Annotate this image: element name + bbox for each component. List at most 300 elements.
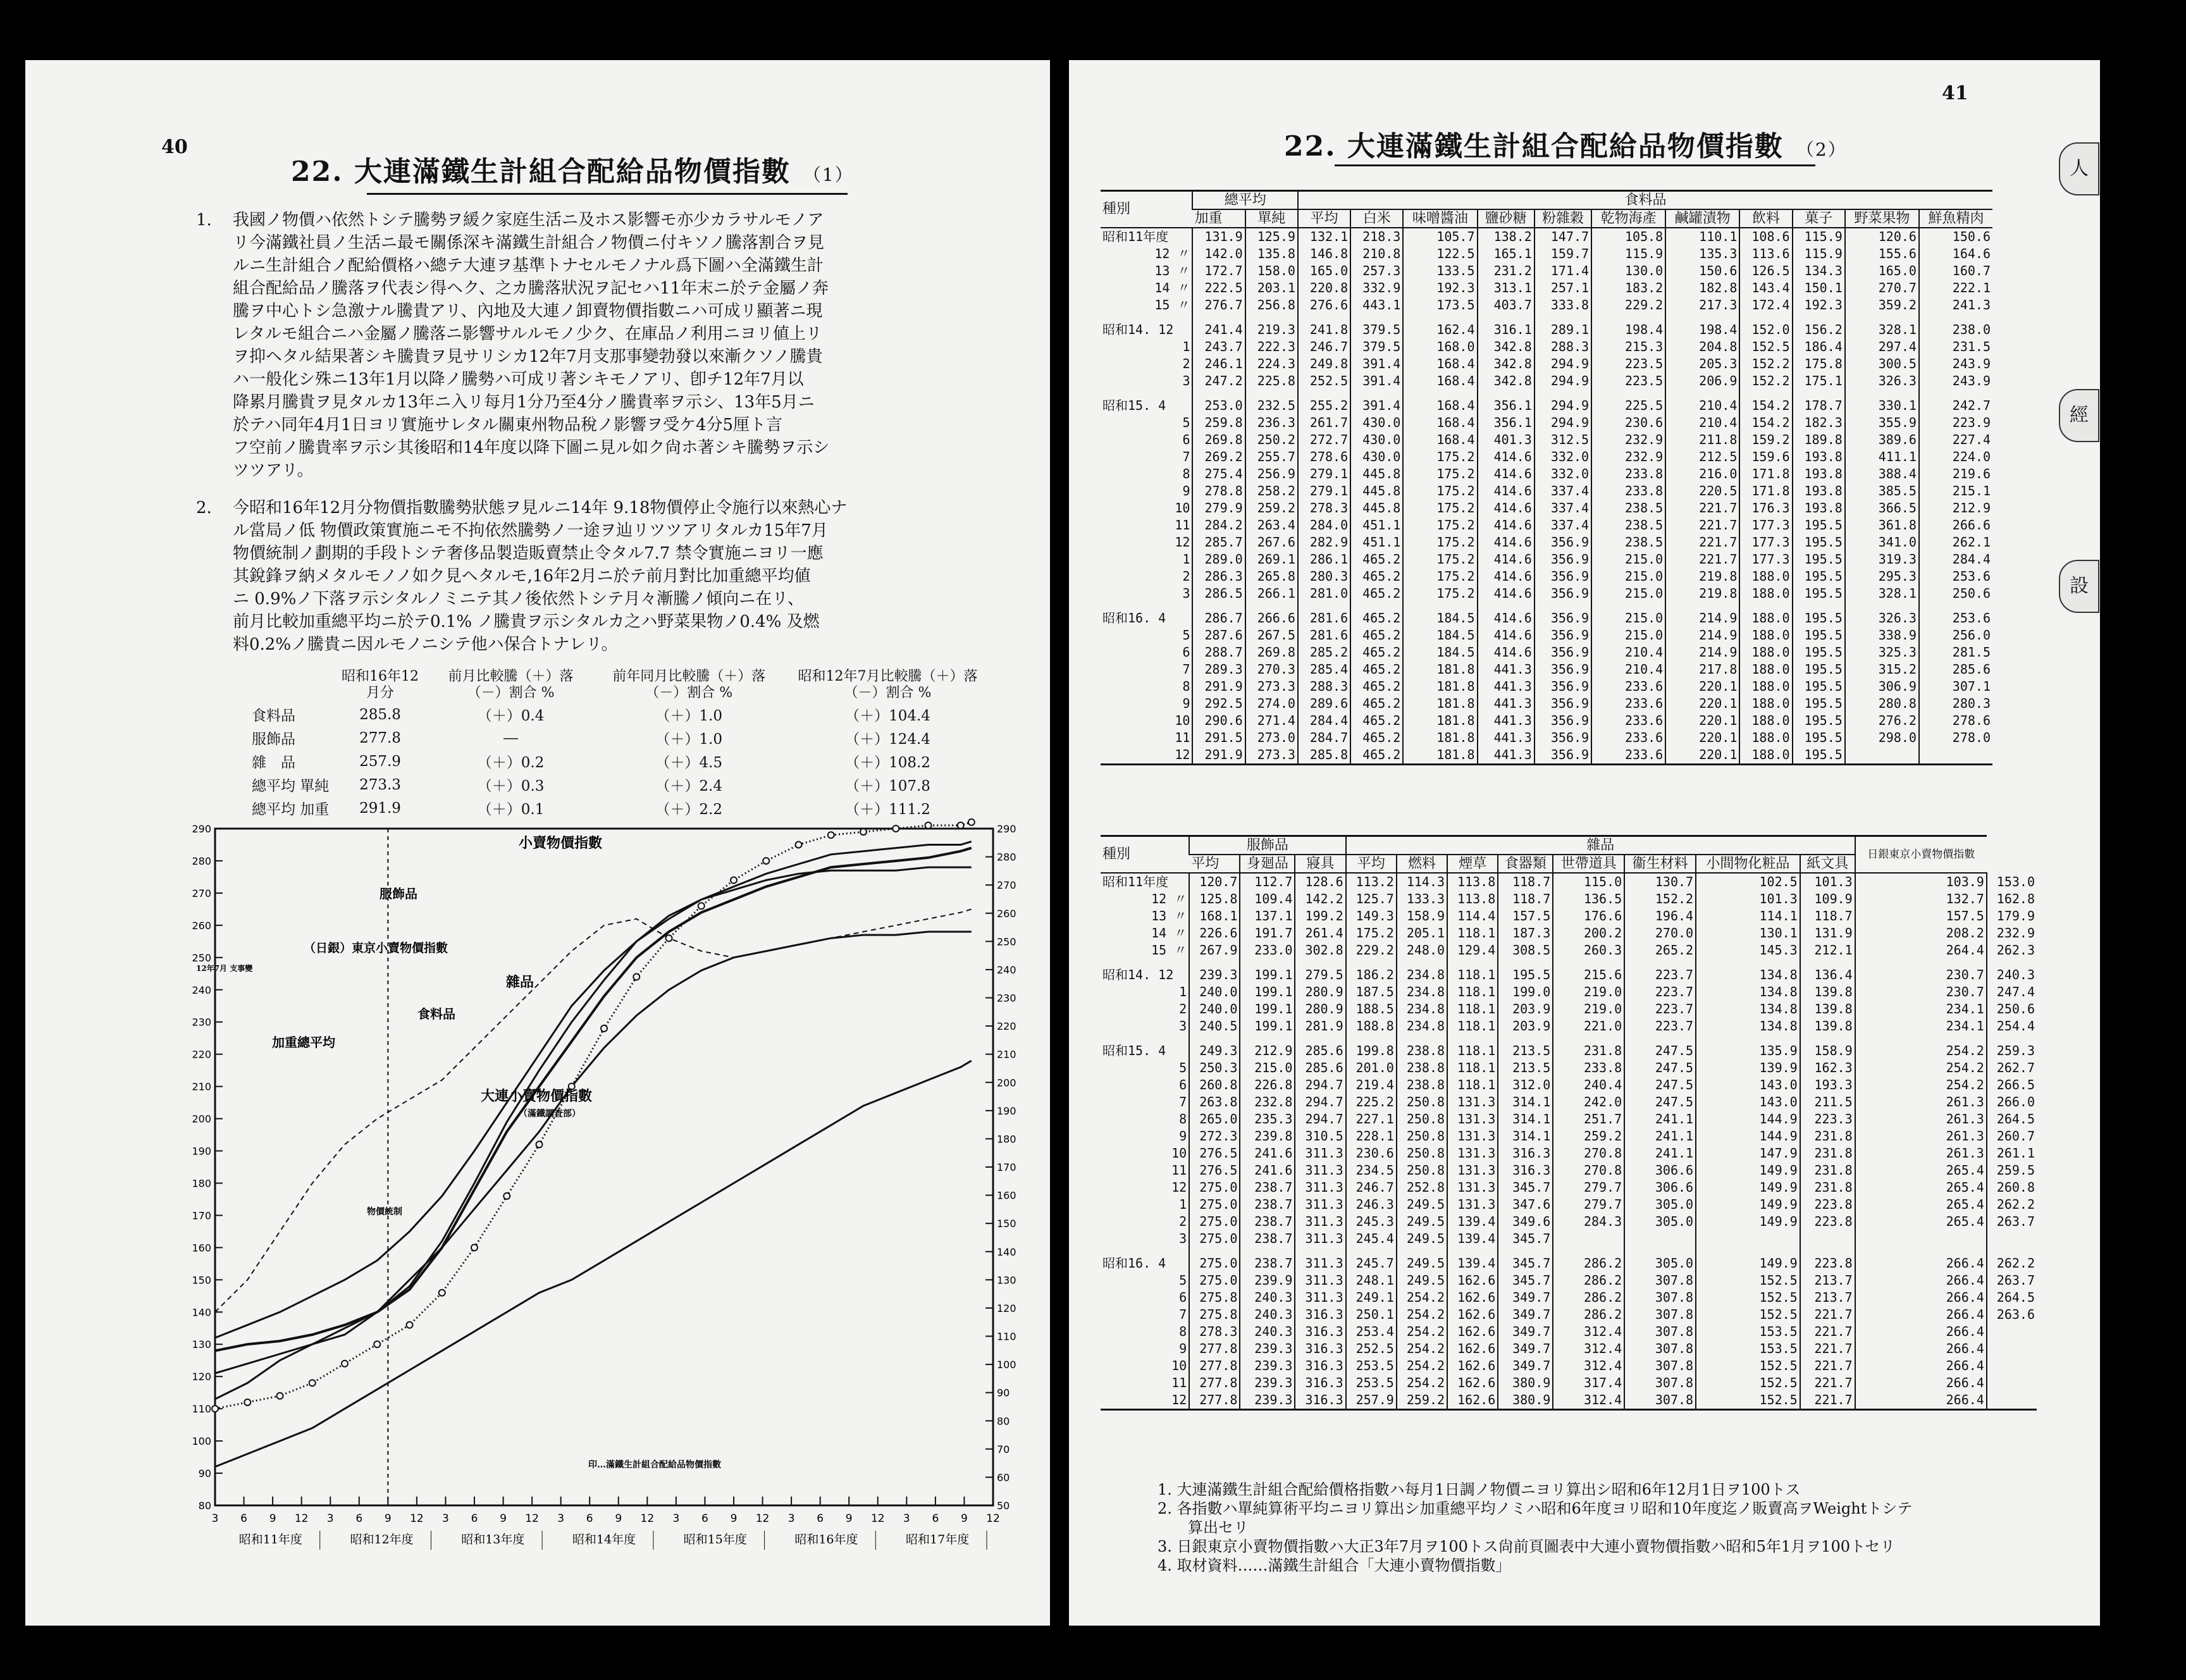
column-header: 加重: [1192, 209, 1245, 228]
table-cell: 118.1: [1447, 1042, 1498, 1059]
column-header: 燃料: [1397, 855, 1447, 873]
table-cell: [1350, 314, 1403, 321]
summary-cell: （＋）4.5: [655, 755, 722, 771]
column-header: 粉雜穀: [1535, 209, 1591, 228]
table-cell: 212.9: [1240, 1042, 1295, 1059]
table-cell: 175.1: [1793, 373, 1845, 390]
table-cell: 153.5: [1696, 1323, 1800, 1340]
table-cell: 188.0: [1739, 729, 1792, 746]
table-cell: 181.8: [1403, 661, 1477, 678]
group-header-misc: 雜品: [1346, 836, 1855, 855]
table-cell: 316.3: [1498, 1162, 1553, 1179]
row-label: 9: [1179, 1128, 1187, 1144]
table-cell: 465.2: [1350, 627, 1403, 644]
column-header: 食器類: [1498, 855, 1553, 873]
table-cell: 275.0: [1189, 1272, 1240, 1289]
table-cell: 219.0: [1553, 984, 1624, 1001]
table-row: [1101, 1018, 2037, 1035]
table-cell: 120.7: [1189, 873, 1240, 891]
column-header: 鮮魚精肉: [1919, 209, 1992, 228]
table-cell: 152.5: [1696, 1374, 1800, 1392]
table-cell: 249.5: [1397, 1213, 1447, 1230]
table-cell: 118.1: [1447, 984, 1498, 1001]
table-cell: 252.5: [1298, 373, 1350, 390]
table-cell: [1696, 1230, 1800, 1247]
table-cell: 203.9: [1498, 1001, 1553, 1018]
table-cell: 349.6: [1498, 1213, 1553, 1230]
table-cell: 173.5: [1403, 297, 1477, 314]
table-cell: 220.1: [1665, 746, 1739, 765]
table-cell: 162.6: [1447, 1272, 1498, 1289]
table-row: [1101, 448, 1992, 466]
x-tick-label: 3: [442, 1512, 449, 1525]
table-cell: 195.5: [1793, 712, 1845, 729]
table-cell: 188.0: [1739, 695, 1792, 712]
summary-row: [247, 750, 993, 773]
table-cell: 285.6: [1295, 1042, 1345, 1059]
table-cell: [1845, 314, 1919, 321]
table-row: [1101, 1196, 2037, 1213]
page-number-right: 41: [1942, 82, 1968, 104]
table-cell: 414.6: [1478, 466, 1535, 483]
table-cell: 465.2: [1350, 695, 1403, 712]
table-cell: 238.8: [1397, 1077, 1447, 1094]
table-cell: 465.2: [1350, 746, 1403, 765]
table-cell: 298.0: [1845, 729, 1919, 746]
table-cell: [1189, 959, 1240, 967]
text-line: リ今滿鐵社員ノ生活ニ最モ關係深キ滿鐵生計組合ノ物價ニ付キソノ騰落割合ヲ見: [233, 233, 824, 252]
table-cell: 349.7: [1498, 1357, 1553, 1374]
table-cell: 465.2: [1350, 610, 1403, 627]
table-cell: 136.4: [1800, 967, 1855, 984]
table-row: [1101, 1255, 2037, 1272]
table-cell: 223.7: [1624, 984, 1696, 1001]
table-cell: [1987, 1035, 2037, 1042]
index-tab-personnel[interactable]: [2059, 142, 2099, 195]
table-cell: [1987, 959, 2037, 967]
table-cell: 195.5: [1498, 967, 1553, 984]
table-cell: 391.4: [1350, 355, 1403, 373]
table-cell: 300.5: [1845, 355, 1919, 373]
table-cell: 311.3: [1295, 1213, 1345, 1230]
row-label: 8: [1179, 1324, 1187, 1339]
text-line: ツツアリ。: [233, 461, 314, 480]
table-cell: 332.0: [1535, 466, 1591, 483]
table-cell: 247.5: [1624, 1059, 1696, 1077]
row-label: 3: [1182, 586, 1190, 601]
table-cell: 162.6: [1447, 1289, 1498, 1306]
table-cell: 177.3: [1739, 551, 1792, 568]
table-cell: 275.8: [1189, 1306, 1240, 1323]
table-cell: 312.0: [1498, 1077, 1553, 1094]
row-spacer: [1101, 602, 1992, 610]
y-right-tick-label: 280: [997, 851, 1016, 863]
table-row: [1101, 729, 1992, 746]
footnote-line: 4. 取材資料……滿鐵生計組合「大連小賣物價指數」: [1158, 1557, 1511, 1574]
table-cell: 262.1: [1919, 534, 1992, 551]
table-cell: 316.3: [1295, 1374, 1345, 1392]
text-line: 我國ノ物價ハ依然トシテ騰勢ヲ緩ク家庭生活ニ及ホス影響モ亦少カラサルモノア: [233, 211, 824, 230]
table-cell: 311.3: [1295, 1230, 1345, 1247]
table-cell: 243.9: [1919, 355, 1992, 373]
table-cell: 108.6: [1739, 228, 1792, 245]
text-line: 降累月騰貴ヲ見タルカ13年ニ入リ每月1分乃至4分ノ騰貴率ヲ示シ、13年5月ニ: [233, 393, 815, 412]
table-cell: 441.3: [1478, 729, 1535, 746]
table-cell: 260.7: [1987, 1128, 2037, 1145]
series-point: [892, 825, 899, 832]
table-cell: 254.2: [1855, 1042, 1987, 1059]
table-cell: 223.7: [1624, 1001, 1696, 1018]
table-cell: 143.0: [1696, 1094, 1800, 1111]
table-cell: 220.8: [1298, 280, 1350, 297]
table-row: [1101, 500, 1992, 517]
table-cell: 266.4: [1855, 1392, 1987, 1410]
table-cell: 238.5: [1591, 500, 1665, 517]
tab-label: 經: [2070, 404, 2089, 426]
table-cell: 184.5: [1403, 610, 1477, 627]
table-cell: [1447, 1247, 1498, 1255]
table-cell: 182.3: [1793, 414, 1845, 431]
x-tick-label: 12: [870, 1512, 885, 1525]
table-cell: 195.5: [1793, 517, 1845, 534]
table-cell: 259.2: [1245, 500, 1298, 517]
table-cell: 135.9: [1696, 1042, 1800, 1059]
x-tick-label: 12: [410, 1512, 424, 1525]
column-header: 菓子: [1793, 209, 1845, 228]
table-cell: 262.2: [1987, 1255, 2037, 1272]
table-cell: 257.9: [1346, 1392, 1397, 1410]
table-cell: 240.3: [1987, 967, 2037, 984]
table-cell: 177.3: [1739, 534, 1792, 551]
row-label: 3: [1179, 1018, 1187, 1034]
table-cell: 233.8: [1553, 1059, 1624, 1077]
table-row: [1101, 1306, 2037, 1323]
table-cell: 284.4: [1919, 551, 1992, 568]
table-cell: 199.8: [1346, 1042, 1397, 1059]
table-cell: 175.2: [1403, 448, 1477, 466]
table-cell: 223.8: [1800, 1255, 1855, 1272]
row-label: 3: [1179, 1231, 1187, 1246]
table-cell: 219.8: [1665, 568, 1739, 585]
table-cell: [1553, 1230, 1624, 1247]
summary-col-header: 昭和12年7月比較騰（＋）落（－）割合 %: [798, 669, 978, 701]
table-cell: 134.8: [1696, 984, 1800, 1001]
table-cell: 160.7: [1919, 262, 1992, 280]
table-cell: 310.5: [1295, 1128, 1345, 1145]
row-label: 15 〃: [1154, 297, 1190, 312]
table-cell: 204.8: [1665, 338, 1739, 355]
table-row: [1101, 483, 1992, 500]
table-cell: 240.0: [1189, 984, 1240, 1001]
table-cell: 235.3: [1240, 1111, 1295, 1128]
table-cell: 184.5: [1403, 627, 1477, 644]
table-cell: 118.1: [1447, 1059, 1498, 1077]
title-sub: （2）: [1796, 139, 1847, 160]
table-cell: 443.1: [1350, 297, 1403, 314]
table-cell: 356.9: [1535, 534, 1591, 551]
table-cell: 175.2: [1403, 534, 1477, 551]
table-cell: 240.5: [1189, 1018, 1240, 1035]
table-cell: 212.9: [1919, 500, 1992, 517]
table-cell: [1498, 959, 1553, 967]
table-cell: 234.1: [1855, 1018, 1987, 1035]
series-point: [342, 1361, 348, 1367]
table-cell: 270.3: [1245, 661, 1298, 678]
y-tick-label: 180: [192, 1177, 211, 1190]
table-cell: 451.1: [1350, 534, 1403, 551]
table-cell: 445.8: [1350, 500, 1403, 517]
row-spacer: [1101, 959, 2037, 967]
table-cell: 221.7: [1665, 517, 1739, 534]
table-cell: 231.8: [1800, 1162, 1855, 1179]
row-label: 1: [1182, 552, 1190, 567]
table-row: [1101, 373, 1992, 390]
table-cell: 294.9: [1535, 397, 1591, 414]
table-cell: 246.3: [1346, 1196, 1397, 1213]
x-tick-label: 9: [500, 1512, 507, 1525]
table-cell: 152.2: [1624, 891, 1696, 908]
table-row: [1101, 1213, 2037, 1230]
table-cell: 245.3: [1346, 1213, 1397, 1230]
table-cell: 193.8: [1793, 500, 1845, 517]
table-cell: 465.2: [1350, 568, 1403, 585]
table-cell: 114.3: [1397, 873, 1447, 891]
table-cell: 265.2: [1624, 942, 1696, 959]
row-label: 2: [1179, 1001, 1187, 1016]
table-cell: 307.8: [1624, 1289, 1696, 1306]
table-cell: [1192, 314, 1245, 321]
text-line: 其銳鋒ヲ納メタルモノノ如ク見ヘタルモ,16年2月ニ於テ前月對比加重總平均値: [233, 567, 811, 586]
table-cell: 199.0: [1498, 984, 1553, 1001]
table-cell: 356.9: [1535, 746, 1591, 765]
table-cell: 131.3: [1447, 1145, 1498, 1162]
table-cell: 210.4: [1591, 661, 1665, 678]
table-cell: 337.4: [1535, 500, 1591, 517]
index-tab-accounting[interactable]: [2059, 389, 2099, 442]
table-cell: 252.5: [1346, 1340, 1397, 1357]
table-cell: [1855, 1035, 1987, 1042]
table-cell: 274.0: [1245, 695, 1298, 712]
table-cell: 451.1: [1350, 517, 1403, 534]
table-cell: [1919, 390, 1992, 397]
table-cell: [1397, 959, 1447, 967]
table-cell: 172.7: [1192, 262, 1245, 280]
table-cell: 195.5: [1793, 568, 1845, 585]
table-row: [1101, 908, 2037, 925]
chart-annotation: 食料品: [417, 1006, 455, 1022]
table-cell: 162.3: [1800, 1059, 1855, 1077]
table-cell: 240.0: [1189, 1001, 1240, 1018]
y-right-tick-label: 120: [997, 1302, 1016, 1314]
table-cell: 465.2: [1350, 551, 1403, 568]
y-right-tick-label: 150: [997, 1218, 1016, 1230]
row-label: 11: [1171, 1375, 1187, 1390]
row-label: 12: [1175, 534, 1190, 550]
table-cell: 186.2: [1346, 967, 1397, 984]
table-cell: [1240, 1247, 1295, 1255]
table-cell: 465.2: [1350, 644, 1403, 661]
table-cell: [1665, 602, 1739, 610]
paragraph-number: 1.: [196, 211, 212, 230]
row-label: 7: [1179, 1307, 1187, 1322]
table-row: [1101, 712, 1992, 729]
x-tick-label: 3: [326, 1512, 334, 1525]
table-cell: 465.2: [1350, 712, 1403, 729]
table-cell: 356.9: [1535, 661, 1591, 678]
table-cell: 275.0: [1189, 1196, 1240, 1213]
table-cell: 307.8: [1624, 1323, 1696, 1340]
table-cell: 288.3: [1535, 338, 1591, 355]
table-cell: 149.9: [1696, 1179, 1800, 1196]
table-cell: 356.9: [1535, 729, 1591, 746]
table-cell: [1845, 602, 1919, 610]
x-year-label: 昭和13年度: [461, 1533, 525, 1547]
table-cell: 314.1: [1498, 1094, 1553, 1111]
y-right-tick-label: 180: [997, 1133, 1016, 1146]
table-cell: 112.7: [1240, 873, 1295, 891]
x-year-label: 昭和16年度: [794, 1533, 858, 1547]
table-cell: 130.1: [1696, 925, 1800, 942]
table-cell: 312.5: [1535, 431, 1591, 448]
series-point: [925, 822, 932, 829]
table-cell: 285.4: [1298, 661, 1350, 678]
table-cell: 221.7: [1665, 500, 1739, 517]
table-row: [1101, 280, 1992, 297]
table-cell: 221.7: [1800, 1306, 1855, 1323]
table-cell: 259.8: [1192, 414, 1245, 431]
table-cell: [1855, 1230, 1987, 1247]
title-text: 22. 大連滿鐵生計組合配給品物價指數: [291, 156, 791, 188]
table-row: [1101, 321, 1992, 338]
table-cell: 113.8: [1447, 873, 1498, 891]
chart-annotation: 服飾品: [380, 886, 417, 901]
table-cell: 175.2: [1403, 551, 1477, 568]
table-cell: 257.3: [1350, 262, 1403, 280]
table-cell: 157.5: [1498, 908, 1553, 925]
table-cell: 223.8: [1800, 1196, 1855, 1213]
table-cell: 294.9: [1535, 373, 1591, 390]
table-cell: 285.2: [1298, 644, 1350, 661]
table-cell: 188.5: [1346, 1001, 1397, 1018]
page-title-left: [291, 149, 854, 189]
table-cell: 266.4: [1855, 1340, 1987, 1357]
series-point: [244, 1399, 250, 1405]
table-cell: 188.0: [1739, 661, 1792, 678]
table-cell: 315.2: [1845, 661, 1919, 678]
table-cell: 356.9: [1535, 610, 1591, 627]
table-cell: 175.2: [1403, 483, 1477, 500]
series-point: [666, 935, 672, 941]
table-cell: 330.1: [1845, 397, 1919, 414]
table-cell: [1295, 959, 1345, 967]
table-row: [1101, 1111, 2037, 1128]
table-cell: 145.3: [1696, 942, 1800, 959]
table-cell: 110.1: [1665, 228, 1739, 245]
table-cell: 465.2: [1350, 585, 1403, 602]
table-cell: 221.7: [1800, 1392, 1855, 1410]
table-cell: 147.7: [1535, 228, 1591, 245]
table-cell: 356.9: [1535, 712, 1591, 729]
table-cell: 345.7: [1498, 1272, 1553, 1289]
row-spacer: [1101, 314, 1992, 321]
table-cell: [1298, 390, 1350, 397]
text-line: 前月比較加重總平均ニ於テ0.1% ノ騰貴ヲ示シタルカ之ハ野菜果物ノ0.4% 及燃: [233, 612, 820, 631]
x-tick-label: 3: [211, 1512, 219, 1525]
table-cell: 286.2: [1553, 1272, 1624, 1289]
footnote-line: 算出セリ: [1158, 1519, 1249, 1536]
table-cell: 239.9: [1240, 1272, 1295, 1289]
x-tick-label: 12: [294, 1512, 309, 1525]
table-cell: 165.1: [1478, 245, 1535, 262]
table-cell: 224.0: [1919, 448, 1992, 466]
table-cell: 312.4: [1553, 1392, 1624, 1410]
table-cell: 165.0: [1298, 262, 1350, 280]
table-cell: 278.0: [1919, 729, 1992, 746]
index-tab-design[interactable]: [2059, 560, 2099, 613]
table-cell: 341.0: [1845, 534, 1919, 551]
table-cell: 206.9: [1665, 373, 1739, 390]
table-cell: 262.7: [1987, 1059, 2037, 1077]
table-cell: 465.2: [1350, 678, 1403, 695]
table-cell: 195.5: [1793, 729, 1845, 746]
x-tick-label: 9: [845, 1512, 853, 1525]
table-cell: 205.3: [1665, 355, 1739, 373]
row-label: 9: [1182, 696, 1190, 711]
table-cell: [1624, 1230, 1696, 1247]
y-tick-label: 210: [192, 1080, 211, 1093]
table-cell: 239.8: [1240, 1128, 1295, 1145]
table-cell: 379.5: [1350, 338, 1403, 355]
table-cell: [1696, 1247, 1800, 1255]
chart-annotation: （滿鐵調査部）: [519, 1109, 581, 1119]
series-point: [407, 1322, 413, 1328]
table-cell: [1498, 1035, 1553, 1042]
summary-col-header: 昭和16年12月分: [342, 669, 419, 701]
table-cell: 311.3: [1295, 1196, 1345, 1213]
table-cell: 391.4: [1350, 373, 1403, 390]
table-cell: 391.4: [1350, 397, 1403, 414]
paragraph-2: [196, 497, 1018, 661]
table-cell: 221.7: [1665, 551, 1739, 568]
y-right-tick-label: 70: [997, 1443, 1010, 1455]
table-cell: [1987, 1392, 2037, 1410]
table-cell: 222.3: [1245, 338, 1298, 355]
y-right-tick-label: 50: [997, 1500, 1010, 1512]
row-label: 14 〃: [1154, 280, 1190, 295]
series-point: [698, 903, 705, 909]
table-cell: 250.6: [1919, 585, 1992, 602]
table-cell: 118.1: [1447, 925, 1498, 942]
row-label: 8: [1182, 679, 1190, 694]
text-line: 騰ヲ中心トシ急激ナル騰貴アリ、內地及大連ノ卸賣物價指數ニハ可成リ顯著ニ現: [233, 302, 823, 321]
table-cell: 217.8: [1665, 661, 1739, 678]
y-tick-label: 280: [192, 855, 211, 867]
y-right-tick-label: 160: [997, 1189, 1016, 1202]
x-tick-label: 12: [755, 1512, 770, 1525]
series-point: [731, 877, 737, 884]
table-cell: 288.7: [1192, 644, 1245, 661]
table-cell: 195.5: [1793, 746, 1845, 765]
y-tick-label: 190: [192, 1145, 211, 1158]
y-tick-label: 140: [192, 1306, 211, 1319]
table-cell: 465.2: [1350, 661, 1403, 678]
y-tick-label: 200: [192, 1113, 211, 1125]
table-cell: 294.9: [1535, 355, 1591, 373]
table-cell: 414.6: [1478, 644, 1535, 661]
table-cell: 263.7: [1987, 1272, 2037, 1289]
table-cell: 345.7: [1498, 1179, 1553, 1196]
table-cell: 188.0: [1739, 712, 1792, 729]
